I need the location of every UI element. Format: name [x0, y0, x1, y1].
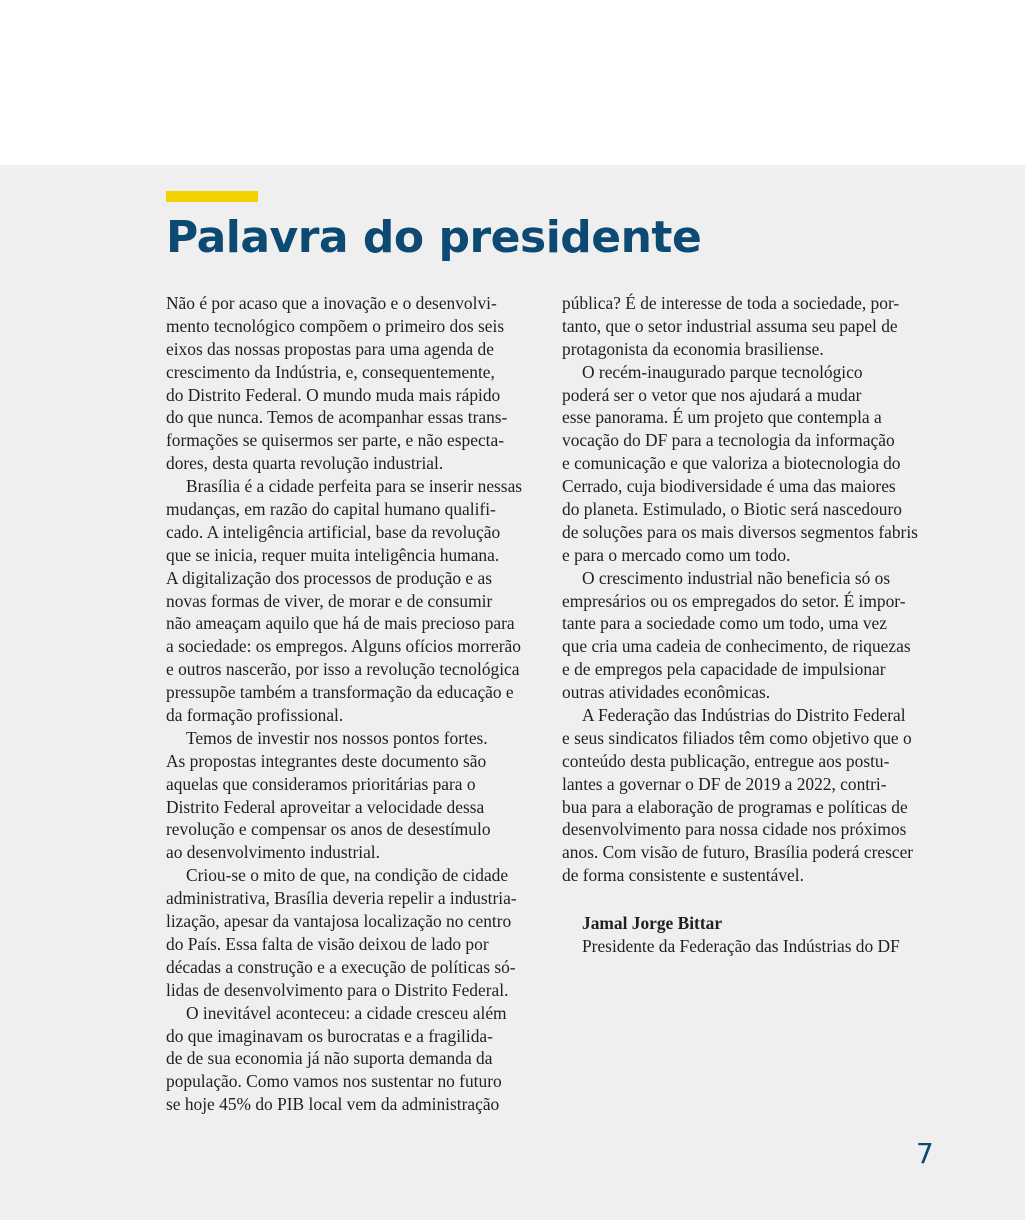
text-line: empresários ou os empregados do setor. É impor- [562, 590, 906, 611]
text-line: e para o mercado como um todo. [562, 544, 791, 565]
text-line: do planeta. Estimulado, o Biotic será nascedouro [562, 499, 902, 520]
text-line: de soluções para os mais diversos segmentos fabris [562, 521, 918, 542]
signature-role: Presidente da Federação das Indústrias do DF [582, 935, 900, 956]
text-line: outras atividades econômicas. [562, 682, 771, 703]
text-line: bua para a elaboração de programas e políticas de [562, 796, 908, 817]
text-line: do País. Essa falta de visão deixou de lado por [166, 933, 489, 954]
text-line: vocação do DF para a tecnologia da informação [562, 430, 895, 451]
text-line: a sociedade: os empregos. Alguns ofícios morrerão [166, 636, 521, 657]
text-line: Não é por acaso que a inovação e o desenvolvi- [166, 293, 497, 313]
text-line: O crescimento industrial não beneficia só os [582, 567, 891, 588]
signature-name: Jamal Jorge Bittar [582, 913, 723, 933]
text-line: de forma consistente e sustentável. [562, 865, 804, 886]
text-line: e de empregos pela capacidade de impulsionar [562, 659, 886, 680]
text-line: Distrito Federal aproveitar a velocidade dessa [166, 796, 485, 817]
text-line: e comunicação e que valoriza a biotecnologia do [562, 453, 901, 474]
text-line: pública? É de interesse de toda a sociedade, por- [562, 293, 900, 313]
page-title: Palavra do presidente [166, 212, 702, 263]
text-line: lização, apesar da vantajosa localização no centro [166, 911, 512, 932]
text-line: mento tecnológico compõem o primeiro dos seis [166, 315, 505, 336]
text-line: do que imaginavam os burocratas e a fragilida- [166, 1025, 493, 1046]
text-line: lantes a governar o DF de 2019 a 2022, contri- [562, 773, 887, 794]
text-line: conteúdo desta publicação, entregue aos postu- [562, 750, 890, 771]
text-line: tanto, que o setor industrial assuma seu papel de [562, 315, 898, 336]
text-line: população. Como vamos nos sustentar no futuro [166, 1071, 502, 1092]
text-line: desenvolvimento para nossa cidade nos próximos [562, 819, 907, 840]
text-line: dores, desta quarta revolução industrial. [166, 453, 444, 474]
text-line: revolução e compensar os anos de desestímulo [166, 819, 491, 840]
text-line: esse panorama. É um projeto que contempla a [562, 407, 882, 428]
text-line: A digitalização dos processos de produção e as [166, 567, 492, 588]
text-line: Cerrado, cuja biodiversidade é uma das maiores [562, 476, 896, 497]
text-line: poderá ser o vetor que nos ajudará a mudar [562, 384, 862, 405]
text-line: lidas de desenvolvimento para o Distrito Federal. [166, 979, 509, 1000]
text-line: formações se quisermos ser parte, e não especta- [166, 430, 505, 451]
text-line: de de sua economia já não suporta demanda da [166, 1048, 493, 1069]
text-column-left [166, 292, 544, 1116]
text-line: A Federação das Indústrias do Distrito Federal [582, 705, 906, 726]
text-line: se hoje 45% do PIB local vem da administração [166, 1094, 500, 1115]
text-line: aquelas que consideramos prioritárias para o [166, 773, 476, 794]
text-line: crescimento da Indústria, e, consequentemente, [166, 361, 495, 382]
text-line: Criou-se o mito de que, na condição de cidade [186, 865, 509, 886]
text-line: que cria uma cadeia de conhecimento, de riquezas [562, 636, 911, 657]
text-line: eixos das nossas propostas para uma agenda de [166, 338, 494, 359]
text-line: e outros nascerão, por isso a revolução tecnológica [166, 659, 520, 680]
text-line: anos. Com visão de futuro, Brasília poderá crescer [562, 842, 914, 863]
text-line: mudanças, em razão do capital humano qualifi- [166, 499, 496, 520]
text-line: Brasília é a cidade perfeita para se inserir nessas [186, 476, 523, 497]
text-line: O recém-inaugurado parque tecnológico [582, 361, 863, 382]
text-line: O inevitável aconteceu: a cidade cresceu além [186, 1002, 507, 1023]
text-line: cado. A inteligência artificial, base da revolução [166, 521, 501, 542]
signature-block [582, 912, 900, 958]
text-line: décadas a construção e a execução de políticas só- [166, 956, 516, 977]
accent-bar [166, 191, 258, 202]
text-line: administrativa, Brasília deveria repelir a industria- [166, 888, 517, 909]
page-number: 7 [916, 1137, 934, 1170]
text-line: que se inicia, requer muita inteligência humana. [166, 544, 500, 565]
text-line: do Distrito Federal. O mundo muda mais rápido [166, 384, 501, 405]
text-line: protagonista da economia brasiliense. [562, 338, 824, 359]
text-line: tante para a sociedade como um todo, uma vez [562, 613, 887, 634]
text-column-right [562, 292, 940, 887]
text-line: ao desenvolvimento industrial. [166, 842, 380, 863]
text-line: As propostas integrantes deste documento são [166, 750, 487, 771]
text-line: do que nunca. Temos de acompanhar essas trans- [166, 407, 508, 428]
text-line: novas formas de viver, de morar e de consumir [166, 590, 493, 611]
text-line: Temos de investir nos nossos pontos fortes. [186, 727, 488, 748]
text-line: e seus sindicatos filiados têm como objetivo que o [562, 727, 912, 748]
text-line: pressupõe também a transformação da educação e [166, 682, 514, 703]
text-line: não ameaçam aquilo que há de mais precioso para [166, 613, 515, 634]
text-line: da formação profissional. [166, 705, 344, 726]
